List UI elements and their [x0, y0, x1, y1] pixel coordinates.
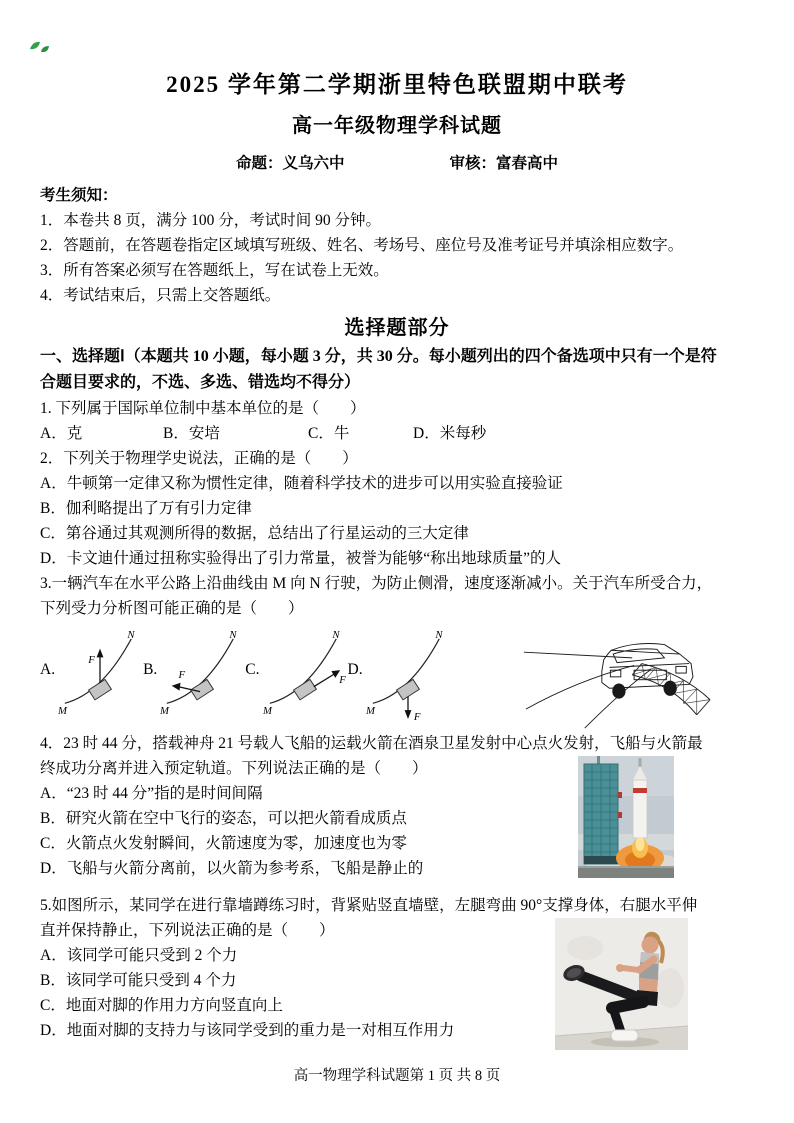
exam-subtitle: 高一年级物理学科试题 [292, 115, 502, 137]
notice-item: 3．所有答案必须写在答题纸上，写在试卷上无效。 [40, 262, 389, 279]
force-label: F [413, 710, 421, 722]
midriff [639, 978, 658, 992]
flame-core [636, 837, 645, 851]
car-box [293, 679, 316, 699]
option-c: C．地面对脚的作用力方向竖直向上 [40, 997, 283, 1014]
diagram-label-c: C. [245, 661, 260, 678]
corner-mark-icon [29, 39, 51, 56]
question-3-stem-line2: 下列受力分析图可能正确的是（ ） [40, 600, 304, 617]
forearm [623, 968, 639, 970]
arrowhead [172, 683, 181, 691]
question-5-body [40, 918, 754, 1050]
force-label: F [88, 654, 95, 667]
force-label: F [338, 673, 346, 686]
option-b: B．研究火箭在空中飞行的姿态，可以把火箭看成质点 [40, 810, 407, 827]
page-footer: 高一物理学科试题第 1 页 共 8 页 [293, 1068, 501, 1084]
notice-item: 4．考试结束后，只需上交答题纸。 [40, 287, 281, 304]
part-title: 选择题部分 [344, 317, 450, 339]
force-arrow [313, 674, 334, 687]
question-4-body [40, 756, 754, 881]
fbd-diagram-b [143, 626, 245, 722]
point-n-label: N [331, 628, 340, 641]
question-1-options [40, 421, 754, 446]
force-diagram-left [159, 626, 245, 722]
rocket-launch-photo [578, 756, 674, 878]
notice-item: 1．本卷共 8 页，满分 100 分，考试时间 90 分钟。 [40, 212, 382, 229]
option-a: A．克 [40, 425, 83, 442]
diagram-label-a: A. [40, 661, 56, 678]
barrier-bottom [632, 675, 697, 715]
fbd-diagram-d [348, 626, 451, 722]
car-on-curve-illustration [518, 618, 754, 730]
option-b: B．安培 [163, 425, 220, 442]
point-m-label: M [160, 705, 170, 718]
hands [616, 964, 624, 972]
wall-sit-photo [555, 918, 688, 1050]
question-3-diagram-row [40, 623, 754, 725]
option-a: A．“23 时 44 分”指的是时间间隔 [40, 785, 263, 802]
point-m-label: M [262, 705, 272, 718]
force-diagram-up [57, 626, 143, 722]
option-c: C．第谷通过其观测所得的数据，总结出了行星运动的三大定律 [40, 525, 469, 542]
option-b: B．该同学可能只受到 4 个力 [40, 972, 237, 989]
point-m-label: M [365, 705, 375, 718]
diagram-label-d: D. [347, 661, 363, 678]
sneaker [611, 1030, 638, 1041]
section-instructions-line2: 合题目要求的，不选、多选、错选均不得分） [40, 374, 361, 391]
diagram-label-b: B. [143, 661, 158, 678]
point-n-label: N [127, 628, 135, 641]
section-instructions-line1: 一、选择题Ⅰ（本题共 10 小题，每小题 3 分，共 30 分。每小题列出的四个备选项中只有一个是符 [40, 348, 717, 365]
force-label: F [178, 668, 186, 681]
force-diagram-tangent [262, 626, 348, 722]
point-n-label: N [434, 628, 443, 641]
question-4-stem-line1: 4．23 时 44 分，搭载神舟 21 号载人飞船的运载火箭在酒泉卫星发射中心点火发射，飞船与火箭最 [40, 735, 703, 752]
option-c: C．牛 [308, 425, 350, 442]
option-a: A．该同学可能只受到 2 个力 [40, 947, 238, 964]
exam-title: 2025 学年第二学期浙里特色联盟期中联考 [166, 72, 628, 97]
point-n-label: N [229, 628, 237, 641]
option-d: D．米每秒 [413, 425, 487, 442]
question-2-stem: 2．下列关于物理学史说法，正确的是（ ） [40, 450, 358, 467]
setter-label: 命题：义乌六中 [235, 155, 345, 172]
arrowhead [97, 649, 104, 658]
option-d: D．飞船与火箭分离前，以火箭为参考系，飞船是静止的 [40, 860, 424, 877]
notice-item: 2．答题前，在答题卷指定区域填写班级、姓名、考场号、座位号及准考证号并填涂相应数字。 [40, 237, 684, 254]
question-4-stem-line2: 终成功分离并进入预定轨道。下列说法正确的是（ ） [40, 760, 428, 777]
option-b: B．伽利略提出了万有引力定律 [40, 500, 252, 517]
option-c: C．火箭点火发射瞬间，火箭速度为零，加速度也为零 [40, 835, 407, 852]
head [642, 937, 659, 954]
force-diagram-down [365, 626, 451, 722]
fbd-diagram-a [40, 626, 143, 722]
fbd-diagram-c [245, 626, 347, 722]
option-d: D．卡文迪什通过扭称实验得出了引力常量，被誉为能够“称出地球质量”的人 [40, 550, 561, 567]
reviewer-label: 审核：富春高中 [449, 155, 559, 172]
question-5-stem-line1: 5.如图所示，某同学在进行靠墙蹲练习时，背紧贴竖直墙壁，左腿弯曲 90°支撑身体，右腿水平伸 [40, 897, 698, 914]
question-1-stem: 1. 下列属于国际单位制中基本单位的是（ ） [40, 400, 366, 417]
question-5-stem-line2: 直并保持静止，下列说法正确的是（ ） [40, 922, 335, 939]
option-d: D．地面对脚的支持力与该同学受到的重力是一对相互作用力 [40, 1022, 455, 1039]
exam-meta-row [0, 152, 794, 175]
arrowhead [404, 710, 411, 719]
notice-heading: 考生须知： [40, 187, 118, 204]
question-3-stem-line1: 3.一辆汽车在水平公路上沿曲线由 M 向 N 行驶，为防止侧滑，速度逐渐减小。关于汽车所受合力， [40, 575, 713, 592]
option-a: A．牛顿第一定律又称为惯性定律，随着科学技术的进步可以用实验直接验证 [40, 475, 563, 492]
point-m-label: M [58, 705, 68, 718]
launch-tower [584, 756, 622, 864]
